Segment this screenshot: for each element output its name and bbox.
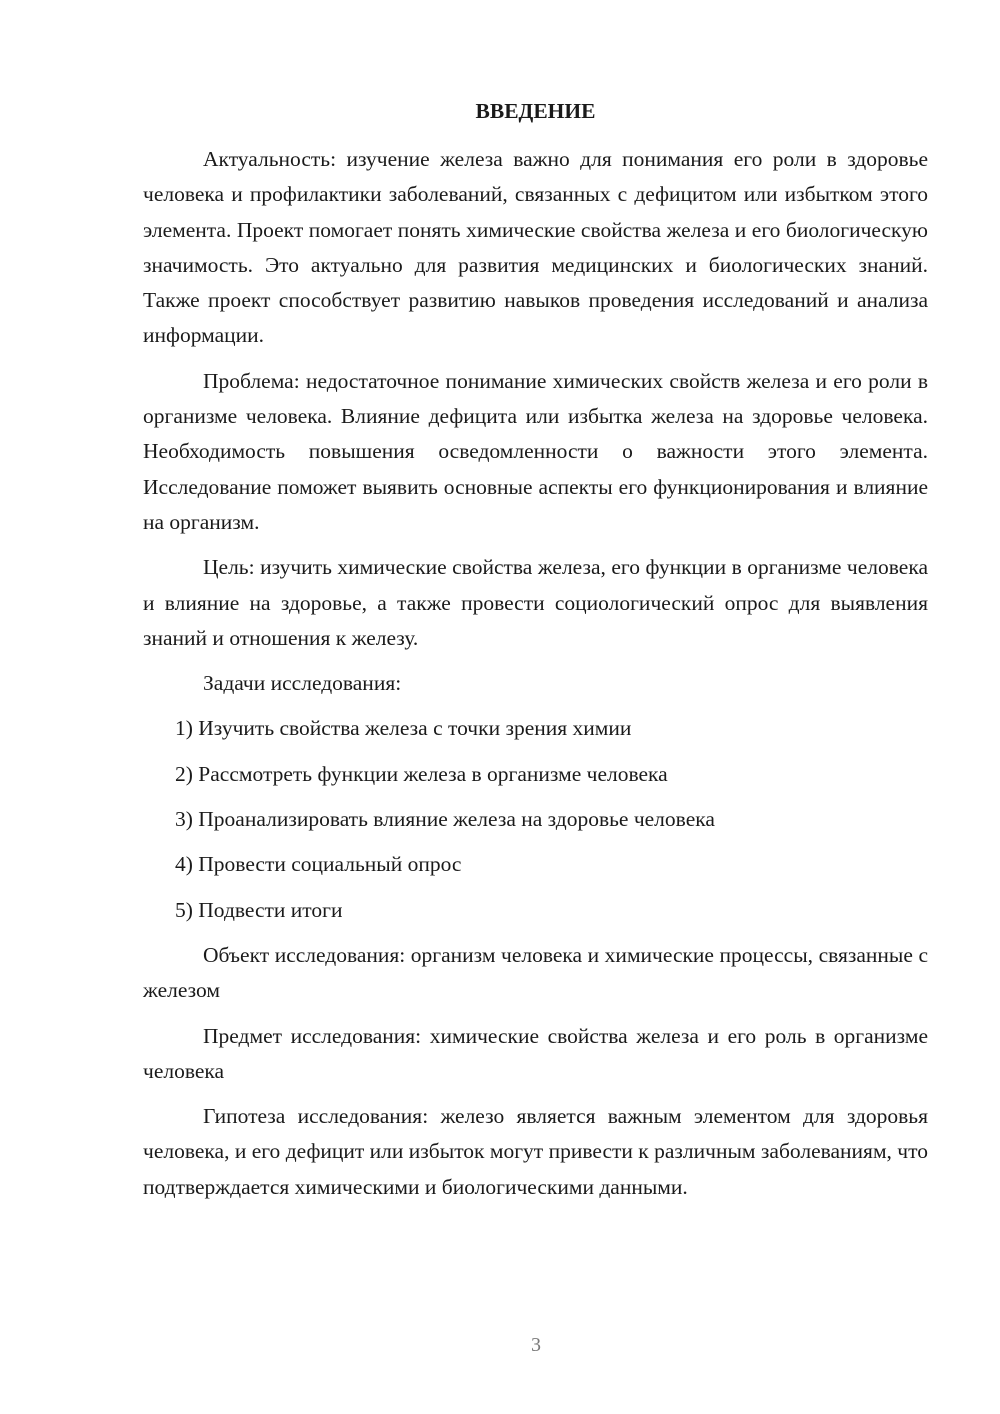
section-title: ВВЕДЕНИЕ xyxy=(475,99,596,123)
relevance-paragraph: Актуальность: изучение железа важно для понимания его роли в здоровье человека и профилактики заболеваний, связанных с дефицитом или избытком этого элемента. Проект помогает понять химические свойства железа и его биологическую значимость. Это актуально для развития медицинских и биологических знаний. Также проект способствует развитию навыков проведения исследований и анализа информации. xyxy=(143,147,928,348)
task-item: 5) Подвести итоги xyxy=(175,897,343,922)
object-paragraph: Объект исследования: организм человека и химические процессы, связанные с железом xyxy=(143,942,928,1003)
task-item: 3) Проанализировать влияние железа на здоровье человека xyxy=(175,807,715,832)
problem-paragraph: Проблема: недостаточное понимание химических свойств железа и его роли в организме человека. Влияние дефицита или избытка железа на здоровье человека. Необходимость повышения осведомленности о важности этого элемента. Исследование поможет выявить основные аспекты его функционирования и влияние на организм. xyxy=(143,368,928,534)
task-item: 2) Рассмотреть функции железа в организме человека xyxy=(175,761,668,786)
hypothesis-paragraph: Гипотеза исследования: железо является важным элементом для здоровья человека, и его дефицит или избыток могут привести к различным заболеваниям, что подтверждается химическими и биологическими данными. xyxy=(143,1104,928,1199)
tasks-heading: Задачи исследования: xyxy=(203,671,402,696)
task-item: 1) Изучить свойства железа с точки зрения химии xyxy=(175,716,632,741)
subject-paragraph: Предмет исследования: химические свойства железа и его роль в организме человека xyxy=(143,1023,928,1083)
page-number: 3 xyxy=(531,1334,541,1356)
goal-paragraph: Цель: изучить химические свойства железа, его функции в организме человека и влияние на здоровье, а также провести социологический опрос для выявления знаний и отношения к железу. xyxy=(143,555,928,650)
task-item: 4) Провести социальный опрос xyxy=(175,852,462,877)
document-body xyxy=(143,94,928,1215)
task-list xyxy=(143,711,928,927)
